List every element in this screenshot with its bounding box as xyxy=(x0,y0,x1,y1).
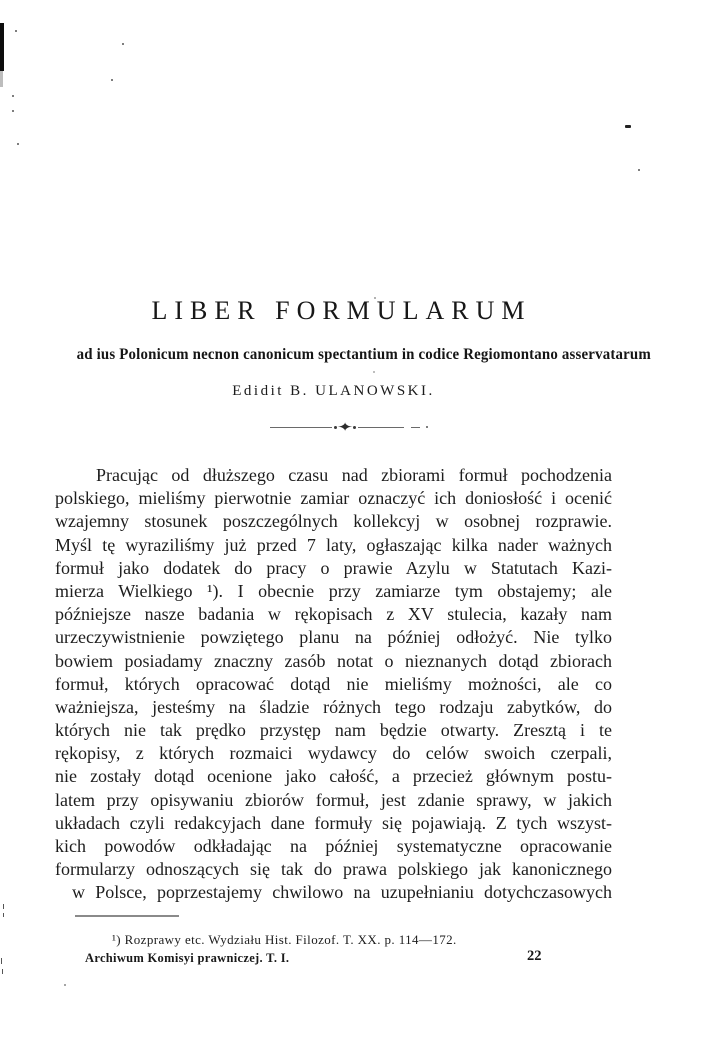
body-line: nie zostały dotąd ocenione jako całość, a przecież głównym postu- xyxy=(55,766,612,787)
subtitle-row xyxy=(55,346,651,364)
body-line: formuł jako dodatek do pracy o prawie Azylu w Statutach Kazi- xyxy=(55,557,612,578)
body-paragraph xyxy=(55,464,612,905)
body-line: formuł, których opracować dotąd nie mieliśmy możności, ale co xyxy=(55,673,612,694)
body-line: których nie tak prędko przystęp nam będzie otwarty. Zresztą i te xyxy=(55,720,612,741)
body-line: rękopisy, z których rozmaici wydawcy do celów swoich czerpali, xyxy=(55,743,612,764)
scan-speck xyxy=(17,143,19,145)
page-number: 22 xyxy=(527,948,542,964)
body-line: późniejsze nasze badania w rękopisach z XV stulecia, kazały nam xyxy=(55,604,612,625)
body-line: układach czyli redakcyjach dane formuły się pojawiają. Z tych wszyst- xyxy=(55,812,612,833)
body-line: wzajemny stosunek poszczególnych kollekcyj w osobnej rozprawie. xyxy=(55,511,612,532)
body-line: latem przy opisywaniu zbiorów formuł, jest zdanie sprawy, w jakich xyxy=(55,789,612,810)
body-line: kich powodów odkładając na później systematyczne opracowanie xyxy=(55,836,612,856)
body-line: formularzy odnoszących się tak do prawa polskiego jak kanonicznego xyxy=(55,859,612,880)
body-line: ważniejsza, jesteśmy na śladzie różnych tego rodzaju zabytków, do xyxy=(55,696,612,717)
scan-edge-bar-artifact xyxy=(0,23,4,71)
scan-speck xyxy=(373,371,375,373)
scan-speck xyxy=(122,43,124,45)
section-divider xyxy=(270,420,428,434)
scan-speck xyxy=(15,30,17,32)
editor-line: Edidit B. ULANOWSKI. xyxy=(232,383,435,399)
scan-edge-fade-artifact xyxy=(0,71,3,87)
scan-speck xyxy=(64,984,66,986)
body-line: urzeczywistnienie powziętego planu na później odłożyć. Nie tylko xyxy=(55,627,612,648)
scan-speck xyxy=(12,95,14,97)
body-line: Myśl tę wyraziliśmy już przed 7 laty, ogłaszając kilka nader ważnych xyxy=(55,534,612,555)
page-title: LIBER FORMULARUM xyxy=(151,296,532,325)
divider-dot xyxy=(426,426,428,428)
body-line: Pracując od dłuższego czasu nad zbiorami formuł pochodzenia xyxy=(96,465,612,485)
scan-speck xyxy=(1,958,2,964)
footnote-rule xyxy=(75,915,179,917)
subtitle: ad ius Polonicum necnon canonicum spectantium in codice Regiomontano asservatarum xyxy=(76,346,651,363)
body-line: w Polsce, poprzestajemy chwilowo na uzupełnianiu dotychczasowych xyxy=(72,882,612,903)
fleuron-ornament-icon: ✦ xyxy=(336,420,354,434)
body-line: bowiem posiadamy znaczny zasób notat o nieznanych dotąd zbiorach xyxy=(55,650,612,671)
scan-speck xyxy=(638,169,640,171)
scan-speck xyxy=(3,904,4,909)
scan-speck xyxy=(3,913,4,917)
divider-line xyxy=(358,427,404,428)
scan-speck xyxy=(111,79,113,81)
divider-dash xyxy=(411,427,420,428)
footnote-text: ¹) Rozprawy etc. Wydziału Hist. Filozof. T. XX. p. 114—172. xyxy=(112,932,457,947)
scan-speck xyxy=(2,969,3,974)
body-line: mierza Wielkiego ¹). I obecnie przy zamiarze tym obstajemy; ale xyxy=(55,580,612,601)
scan-speck xyxy=(625,125,631,128)
body-line: polskiego, mieliśmy pierwotnie zamiar oznaczyć ich doniosłość i ocenić xyxy=(55,488,612,509)
series-caption: Archiwum Komisyi prawniczej. T. I. xyxy=(85,951,290,965)
divider-line xyxy=(270,427,332,428)
scan-speck xyxy=(12,110,14,112)
